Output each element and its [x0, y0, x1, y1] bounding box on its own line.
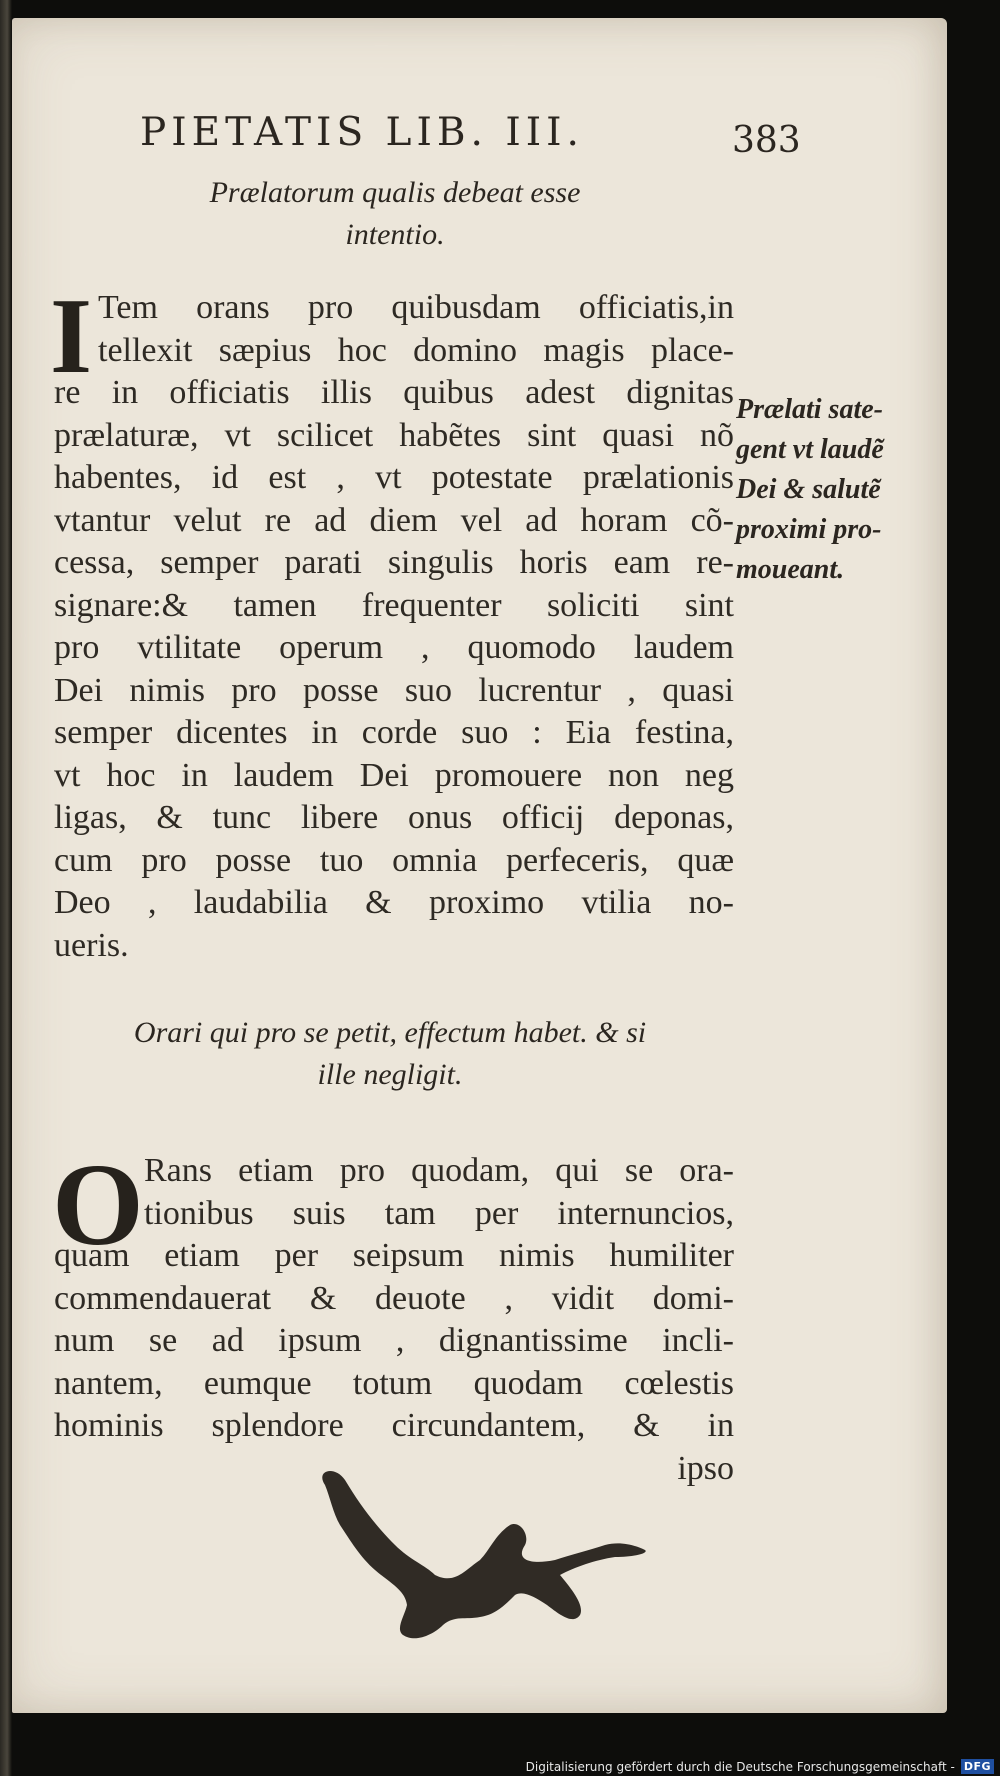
text-line: Tem orans pro quibusdam officiatis,in — [98, 289, 734, 326]
text-line: cessa, semper parati singulis horis eam re- — [54, 544, 734, 581]
dfg-logo: DFG — [961, 1759, 994, 1774]
heading-line: Prælatorum qualis debeat esse — [209, 176, 581, 209]
text-line: Rans etiam pro quodam, qui se ora- — [144, 1152, 734, 1189]
text-line: Deo , laudabilia & proximo vtilia no- — [54, 884, 734, 921]
credit-text: Digitalisierung gefördert durch die Deutsche Forschungsgemeinschaft - — [525, 1759, 955, 1774]
text-line: signare:& tamen frequenter soliciti sint — [54, 586, 734, 624]
page-number: 383 — [732, 120, 801, 161]
text-line: ligas, & tunc libere onus officij deponas, — [54, 799, 734, 836]
digitization-credit — [526, 1759, 994, 1774]
heading-line: Orari qui pro se petit, effectum habet. & si — [133, 1016, 647, 1049]
heading-line: ille negligit. — [317, 1058, 463, 1091]
text-line: nantem, eumque totum quodam cœlestis — [54, 1364, 734, 1402]
marginal-note-line: proximi pro- — [736, 514, 882, 545]
heading-line: intentio. — [345, 218, 445, 251]
catchword: ipso — [677, 1449, 734, 1487]
drop-cap-initial: I — [50, 277, 93, 396]
text-line: vtantur velut re ad diem vel ad horam cõ- — [54, 501, 734, 539]
text-line: semper dicentes in corde suo : Eia festina, — [54, 714, 734, 751]
text-line: re in officiatis illis quibus adest dignitas — [54, 374, 734, 411]
section-heading-1 — [170, 172, 620, 256]
text-line: hominis splendore circundantem, & in — [54, 1407, 734, 1444]
paragraph-1 — [54, 287, 734, 967]
text-line: vt hoc in laudem Dei promouere non neg — [54, 756, 734, 794]
text-line: tellexit sæpius hoc domino magis place- — [98, 331, 734, 369]
marginal-note-line: moueant. — [736, 554, 845, 585]
text-line: pro vtilitate operum , quomodo laudem — [54, 629, 734, 666]
ink-stain — [315, 1465, 655, 1645]
text-line: tionibus suis tam per internuncios, — [144, 1194, 734, 1232]
text-line: ueris. — [54, 926, 129, 964]
text-line: Dei nimis pro posse suo lucrentur , quasi — [54, 671, 734, 709]
text-line: quam etiam per seipsum nimis humiliter — [54, 1237, 734, 1274]
text-line: habentes, id est , vt potestate prælationis — [54, 459, 734, 496]
paragraph-2 — [54, 1150, 734, 1490]
drop-cap-initial: O — [52, 1139, 144, 1270]
marginal-note-line: Prælati sate- — [736, 394, 883, 425]
section-heading-2 — [90, 1012, 690, 1096]
text-line: prælaturæ, vt scilicet habẽtes sint quasi nõ — [54, 416, 734, 454]
marginal-note-line: Dei & salutẽ — [736, 474, 881, 505]
book-spine-edge — [0, 0, 12, 1776]
text-line: cum pro posse tuo omnia perfeceris, quæ — [54, 841, 734, 879]
marginal-note-line: gent vt laudẽ — [736, 434, 884, 465]
running-head: PIETATIS LIB. III. — [140, 110, 584, 155]
text-line: commendauerat & deuote , vidit domi- — [54, 1279, 734, 1317]
text-line: num se ad ipsum , dignantissime incli- — [54, 1322, 734, 1359]
marginal-note — [736, 390, 926, 590]
